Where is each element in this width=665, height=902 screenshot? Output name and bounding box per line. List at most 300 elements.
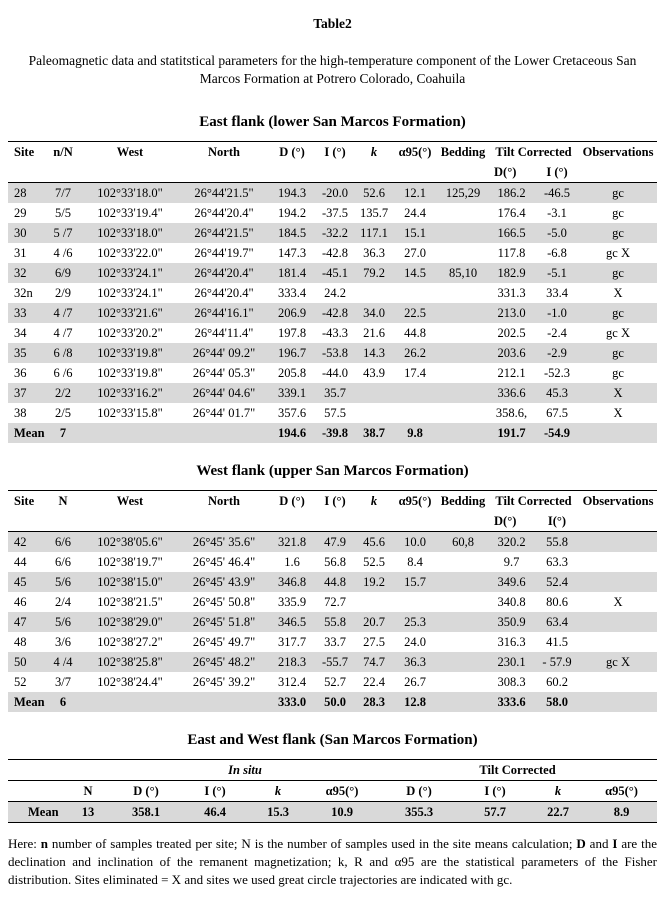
table-cell: [438, 283, 488, 303]
table-cell: [438, 552, 488, 572]
table-cell: 52.6: [363, 185, 385, 200]
table-cell: 31: [14, 245, 27, 260]
table-cell: -42.8: [321, 305, 349, 320]
table-cell: 58.0: [546, 694, 568, 709]
table-cell: 339.1: [277, 385, 307, 400]
table-cell: 191.7: [497, 425, 526, 440]
table-cell: 9.8: [407, 425, 423, 440]
table-cell: [579, 532, 657, 553]
table-cell: 202.5: [497, 325, 526, 340]
table-cell: -46.5: [543, 185, 571, 200]
table-cell: 26°45' 35.6": [192, 534, 256, 549]
table-cell: 26°45' 50.8": [192, 594, 256, 609]
table-cell: [392, 383, 438, 403]
column-header-alpha95-tc: α95(°): [605, 783, 638, 798]
table-cell: 63.3: [546, 554, 568, 569]
table-cell: 4 /6: [53, 245, 73, 260]
table-cell: 26°44'11.4": [194, 325, 254, 340]
table-cell: 102°38'29.0": [97, 614, 163, 629]
table-cell: 30: [14, 225, 27, 240]
table-cell: 24.0: [404, 634, 426, 649]
table-cell: [579, 692, 657, 712]
table-cell: 317.7: [277, 634, 307, 649]
table-cell: -42.8: [321, 245, 349, 260]
table-cell: 6/6: [55, 534, 71, 549]
column-header-inclination: I (°): [324, 144, 346, 159]
table-cell: 25.3: [404, 614, 426, 629]
table-cell: 230.1: [497, 654, 526, 669]
table-cell: gc X: [606, 654, 630, 669]
column-subheader-tilt-i: I(°): [547, 513, 567, 528]
table-cell: [82, 692, 178, 712]
table-cell: 15.7: [404, 574, 426, 589]
table-row: [8, 692, 657, 712]
table-row: [8, 403, 657, 423]
table-cell: 44.8: [404, 325, 426, 340]
table-cell: 33.7: [324, 634, 346, 649]
table-row: [8, 552, 657, 572]
table-cell: 26°44'20.4": [194, 285, 254, 300]
table-cell: 333.0: [277, 694, 307, 709]
table-cell: 36.3: [404, 654, 426, 669]
table-cell: 320.2: [497, 534, 526, 549]
table-cell: [82, 423, 178, 443]
table-cell: 26°44'20.4": [194, 265, 254, 280]
table-cell: -45.1: [321, 265, 349, 280]
table-cell: 340.8: [497, 594, 526, 609]
table-cell: -5.1: [547, 265, 567, 280]
table-cell: -2.9: [547, 345, 567, 360]
column-header-k: k: [370, 144, 378, 159]
column-header-spacer: [8, 781, 64, 802]
column-header-declination: D (°): [279, 493, 305, 508]
table-cell: [438, 363, 488, 383]
table-row: [8, 363, 657, 383]
column-subheader-tilt-d: D(°): [494, 164, 517, 179]
table-cell: 33.4: [546, 285, 568, 300]
table-cell: 45.3: [546, 385, 568, 400]
table-cell: 196.7: [277, 345, 307, 360]
column-header-declination-tc: D (°): [406, 783, 432, 798]
table-cell: [438, 672, 488, 692]
table-cell: [356, 403, 392, 423]
table-cell: Mean: [14, 694, 45, 709]
table-cell: 1.6: [284, 554, 300, 569]
table-row: [8, 532, 657, 553]
table-cell: 52.5: [363, 554, 385, 569]
combined-table-header: [8, 760, 657, 802]
table-cell: 38: [14, 405, 27, 420]
table-cell: 26°45' 49.7": [192, 634, 256, 649]
table-row: [8, 652, 657, 672]
table-cell: 331.3: [497, 285, 526, 300]
table-cell: 34: [14, 325, 27, 340]
table-cell: 43.9: [363, 365, 385, 380]
table-cell: 333.6: [497, 694, 526, 709]
table-cell: 26°44'16.1": [194, 305, 254, 320]
west-flank-table: [8, 490, 657, 712]
table-cell: [579, 552, 657, 572]
footnote-text: are the declination and inclination of the remanent magnetization; k, R and α95 are the statistical parameters of the Fisher distribution. Sites eliminated = X and sites we used great circle trajectories are indicated with gc.: [8, 836, 657, 887]
table-cell: [392, 403, 438, 423]
table-cell: -43.3: [321, 325, 349, 340]
table-cell: 102°38'24.4": [97, 674, 163, 689]
table-cell: 80.6: [546, 594, 568, 609]
table-cell: gc: [612, 365, 624, 380]
table-cell: 28: [14, 185, 27, 200]
table-cell: X: [613, 285, 623, 300]
column-header-spacer: [8, 760, 112, 781]
table-cell: 52.7: [324, 674, 346, 689]
table-cell: 50.0: [324, 694, 346, 709]
table-cell: [438, 243, 488, 263]
table-cell: 27.0: [404, 245, 426, 260]
table-cell: 182.9: [497, 265, 526, 280]
table-cell: [356, 383, 392, 403]
column-header-inclination-tc: I (°): [484, 783, 506, 798]
table-cell: 358.1: [131, 804, 161, 819]
table-cell: 28.3: [363, 694, 385, 709]
table-cell: 57.5: [324, 405, 346, 420]
table-cell: 102°38'19.7": [97, 554, 163, 569]
column-header-bedding: Bedding: [440, 493, 486, 508]
table-cell: gc: [612, 185, 624, 200]
table-cell: 194.2: [277, 205, 307, 220]
table-cell: 45.6: [363, 534, 385, 549]
table-cell: 47.9: [324, 534, 346, 549]
table-cell: 46: [14, 594, 27, 609]
table-cell: -37.5: [321, 205, 349, 220]
table-cell: [438, 303, 488, 323]
table-cell: 15.3: [267, 804, 289, 819]
column-header-inclination: I (°): [324, 493, 346, 508]
table-cell: 26.7: [404, 674, 426, 689]
table-row: [8, 672, 657, 692]
table-cell: 44: [14, 554, 27, 569]
table-cell: 6/6: [55, 554, 71, 569]
table-cell: [438, 343, 488, 363]
east-flank-table: [8, 141, 657, 443]
table-cell: [438, 403, 488, 423]
table-row: [8, 343, 657, 363]
table-cell: 184.5: [277, 225, 307, 240]
column-header-site: Site: [14, 144, 35, 159]
table-cell: 102°33'19.4": [97, 205, 163, 220]
table-cell: 26°44' 05.3": [192, 365, 256, 380]
table-cell: 32n: [14, 285, 33, 300]
table-cell: [392, 592, 438, 612]
table-cell: 4 /7: [53, 305, 73, 320]
table-cell: [438, 592, 488, 612]
table-cell: 135.7: [359, 205, 389, 220]
table-cell: [392, 283, 438, 303]
table-cell: 102°38'15.0": [97, 574, 163, 589]
table-cell: [438, 652, 488, 672]
table-row: [8, 802, 657, 823]
table-cell: 8.4: [407, 554, 423, 569]
table-row: [8, 223, 657, 243]
table-cell: 7: [59, 425, 67, 440]
column-header-nn: n/N: [53, 144, 73, 159]
column-header-alpha95: α95(°): [325, 783, 359, 798]
table-cell: 29: [14, 205, 27, 220]
table-cell: gc: [612, 205, 624, 220]
table-cell: 32: [14, 265, 27, 280]
table-cell: 60,8: [452, 534, 474, 549]
table-cell: 10.9: [331, 804, 353, 819]
column-subheader-tilt-d: D(°): [494, 513, 517, 528]
table-cell: 197.8: [277, 325, 307, 340]
table-cell: 63.4: [546, 614, 568, 629]
table-cell: 357.6: [277, 405, 307, 420]
table-row: [8, 243, 657, 263]
table-cell: gc: [612, 305, 624, 320]
table-row: [8, 303, 657, 323]
table-cell: 55.8: [324, 614, 346, 629]
table-cell: 20.7: [363, 614, 385, 629]
table-cell: 44.8: [324, 574, 346, 589]
table-cell: 22.5: [404, 305, 426, 320]
column-group-in-situ: In situ: [228, 762, 262, 777]
table-cell: 102°33'20.2": [97, 325, 163, 340]
table-cell: Mean: [14, 425, 45, 440]
table-cell: gc: [612, 225, 624, 240]
column-header-observations: Observations: [582, 144, 654, 159]
table-cell: 50: [14, 654, 27, 669]
table-cell: [438, 323, 488, 343]
table-cell: -3.1: [547, 205, 567, 220]
table-cell: 7/7: [55, 185, 71, 200]
table-cell: [438, 423, 488, 443]
table-cell: 213.0: [497, 305, 526, 320]
table-cell: -52.3: [543, 365, 571, 380]
table-cell: 26.2: [404, 345, 426, 360]
table-cell: 333.4: [277, 285, 307, 300]
footnote-text: number of samples treated per site; N is the number of samples used in the site means calculation;: [48, 836, 577, 852]
table-cell: 26°44'19.7": [194, 245, 254, 260]
table-row: [8, 203, 657, 223]
table-cell: 56.8: [324, 554, 346, 569]
table-cell: 33: [14, 305, 27, 320]
table-cell: 4 /7: [53, 325, 73, 340]
table-cell: 52: [14, 674, 27, 689]
table-cell: 26°45' 39.2": [192, 674, 256, 689]
table-caption: Paleomagnetic data and statitstical parameters for the high-temperature component of the Lower Cretaceous San Marcos Formation at Potrero Colorado, Coahuila: [28, 53, 637, 87]
table-cell: X: [613, 405, 623, 420]
table-cell: 181.4: [277, 265, 307, 280]
east-flank-section-title: East flank (lower San Marcos Formation): [199, 114, 466, 131]
combined-table-body: [8, 802, 657, 823]
table-cell: 5/6: [55, 614, 71, 629]
table-row: [8, 383, 657, 403]
table-cell: 212.1: [497, 365, 526, 380]
column-header-k: k: [274, 783, 282, 798]
table-cell: 312.4: [277, 674, 307, 689]
footnote-text: and: [585, 836, 613, 852]
table-cell: -1.0: [547, 305, 567, 320]
table-cell: 37: [14, 385, 27, 400]
footnote-term: D: [576, 836, 586, 852]
table-cell: gc: [612, 345, 624, 360]
table-cell: [438, 692, 488, 712]
table-cell: 42: [14, 534, 27, 549]
table-cell: 48: [14, 634, 27, 649]
table-row: [8, 283, 657, 303]
table-cell: [438, 223, 488, 243]
table-cell: 19.2: [363, 574, 385, 589]
table-cell: 102°33'24.1": [97, 285, 163, 300]
table-row: [8, 612, 657, 632]
footnote-term: I: [612, 836, 618, 852]
table-cell: 321.8: [277, 534, 307, 549]
combined-section-title: East and West flank (San Marcos Formation): [187, 732, 478, 749]
table-row: [8, 592, 657, 612]
footnote-text: Here:: [8, 836, 41, 852]
table-cell: [438, 383, 488, 403]
table-cell: 72.7: [324, 594, 346, 609]
table-cell: 34.0: [363, 305, 385, 320]
table-cell: 26°44'21.5": [194, 225, 254, 240]
combined-table: [8, 759, 657, 823]
table-cell: 36: [14, 365, 27, 380]
table-cell: 35: [14, 345, 27, 360]
table-cell: 35.7: [324, 385, 346, 400]
table-cell: 26°44' 04.6": [192, 385, 256, 400]
table-cell: 9.7: [503, 554, 520, 569]
table-cell: -2.4: [547, 325, 567, 340]
west-table-header: [8, 491, 657, 532]
column-header-n: N: [83, 783, 93, 798]
table-cell: 15.1: [404, 225, 426, 240]
table-cell: 205.8: [277, 365, 307, 380]
table-cell: [356, 283, 392, 303]
table-cell: 46.4: [204, 804, 226, 819]
table-cell: 6: [59, 694, 67, 709]
table-cell: [579, 632, 657, 652]
table-cell: 14.3: [363, 345, 385, 360]
table-cell: [438, 612, 488, 632]
table-cell: 26°44'20.4": [194, 205, 254, 220]
table-cell: [579, 572, 657, 592]
table-cell: 117.1: [360, 225, 388, 240]
table-cell: 102°33'18.0": [97, 185, 163, 200]
table-cell: 55.8: [546, 534, 568, 549]
table-cell: 102°38'25.8": [97, 654, 163, 669]
table-cell: 206.9: [277, 305, 307, 320]
column-header-inclination: I (°): [204, 783, 226, 798]
table-cell: 6 /6: [53, 365, 73, 380]
table-cell: 52.4: [546, 574, 568, 589]
column-header-k: k: [370, 493, 378, 508]
west-table-body: [8, 532, 657, 713]
table-cell: 194.6: [277, 425, 307, 440]
table-cell: 12.1: [404, 185, 426, 200]
table-cell: 38.7: [363, 425, 385, 440]
table-cell: 85,10: [448, 265, 478, 280]
table-cell: 27.5: [363, 634, 385, 649]
table-cell: -39.8: [321, 425, 349, 440]
column-subheader-tilt-i: I (°): [546, 164, 568, 179]
table-cell: [438, 632, 488, 652]
table-cell: -54.9: [543, 425, 571, 440]
table-cell: 26°45' 43.9": [192, 574, 256, 589]
column-header-west: West: [116, 144, 144, 159]
table-cell: X: [613, 594, 623, 609]
table-cell: 45: [14, 574, 27, 589]
column-header-k-tc: k: [554, 783, 562, 798]
table-cell: gc: [612, 265, 624, 280]
table-cell: 102°38'21.5": [97, 594, 163, 609]
table-cell: 10.0: [404, 534, 426, 549]
table-cell: 147.3: [277, 245, 307, 260]
table-cell: 26°44' 01.7": [192, 405, 256, 420]
table-cell: 67.5: [546, 405, 568, 420]
table-cell: -53.8: [321, 345, 349, 360]
table-cell: 346.8: [277, 574, 307, 589]
table-cell: 349.6: [497, 574, 526, 589]
table-cell: 102°38'05.6": [97, 534, 163, 549]
table-cell: 74.7: [363, 654, 385, 669]
table-cell: 12.8: [404, 694, 426, 709]
table-cell: -32.2: [321, 225, 349, 240]
table-cell: 24.4: [404, 205, 426, 220]
table-cell: 5/5: [55, 205, 71, 220]
table-cell: 36.3: [363, 245, 385, 260]
table-row: [8, 632, 657, 652]
table-cell: 102°33'16.2": [97, 385, 163, 400]
table-cell: [178, 692, 270, 712]
column-header-declination: D (°): [279, 144, 305, 159]
table-cell: 176.4: [497, 205, 526, 220]
table-cell: 5 /7: [53, 225, 73, 240]
column-header-bedding: Bedding: [440, 144, 486, 159]
table-cell: 102°33'24.1": [97, 265, 163, 280]
table-cell: 336.6: [497, 385, 526, 400]
table-footnote: [8, 835, 657, 888]
table-cell: - 57.9: [542, 654, 572, 669]
table-cell: 22.4: [363, 674, 385, 689]
table-cell: 186.2: [497, 185, 526, 200]
table-cell: 5/6: [55, 574, 71, 589]
table-cell: 8.9: [613, 804, 630, 819]
table-cell: 355.3: [404, 804, 434, 819]
table-cell: 26°45' 46.4": [192, 554, 256, 569]
table-cell: -5.0: [547, 225, 567, 240]
table-cell: 2/2: [55, 385, 71, 400]
table-cell: 194.3: [277, 185, 307, 200]
table-row: [8, 263, 657, 283]
table-label: Table2: [313, 16, 352, 31]
table-cell: 4 /4: [53, 654, 73, 669]
table-row: [8, 323, 657, 343]
table-cell: 2/9: [55, 285, 71, 300]
table-cell: [579, 672, 657, 692]
table-cell: 6/9: [55, 265, 71, 280]
table-cell: 79.2: [363, 265, 385, 280]
table-cell: 21.6: [363, 325, 385, 340]
table-cell: 6 /8: [53, 345, 73, 360]
table-cell: 2/5: [55, 405, 71, 420]
column-header-alpha95: α95(°): [398, 493, 432, 508]
column-header-observations: Observations: [582, 493, 654, 508]
table-cell: 166.5: [497, 225, 526, 240]
table-cell: 13: [81, 804, 95, 819]
column-header-site: Site: [14, 493, 35, 508]
table-cell: Mean: [28, 804, 59, 819]
table-cell: 203.6: [497, 345, 526, 360]
west-flank-section-title: West flank (upper San Marcos Formation): [196, 463, 469, 480]
table-cell: 346.5: [277, 614, 307, 629]
